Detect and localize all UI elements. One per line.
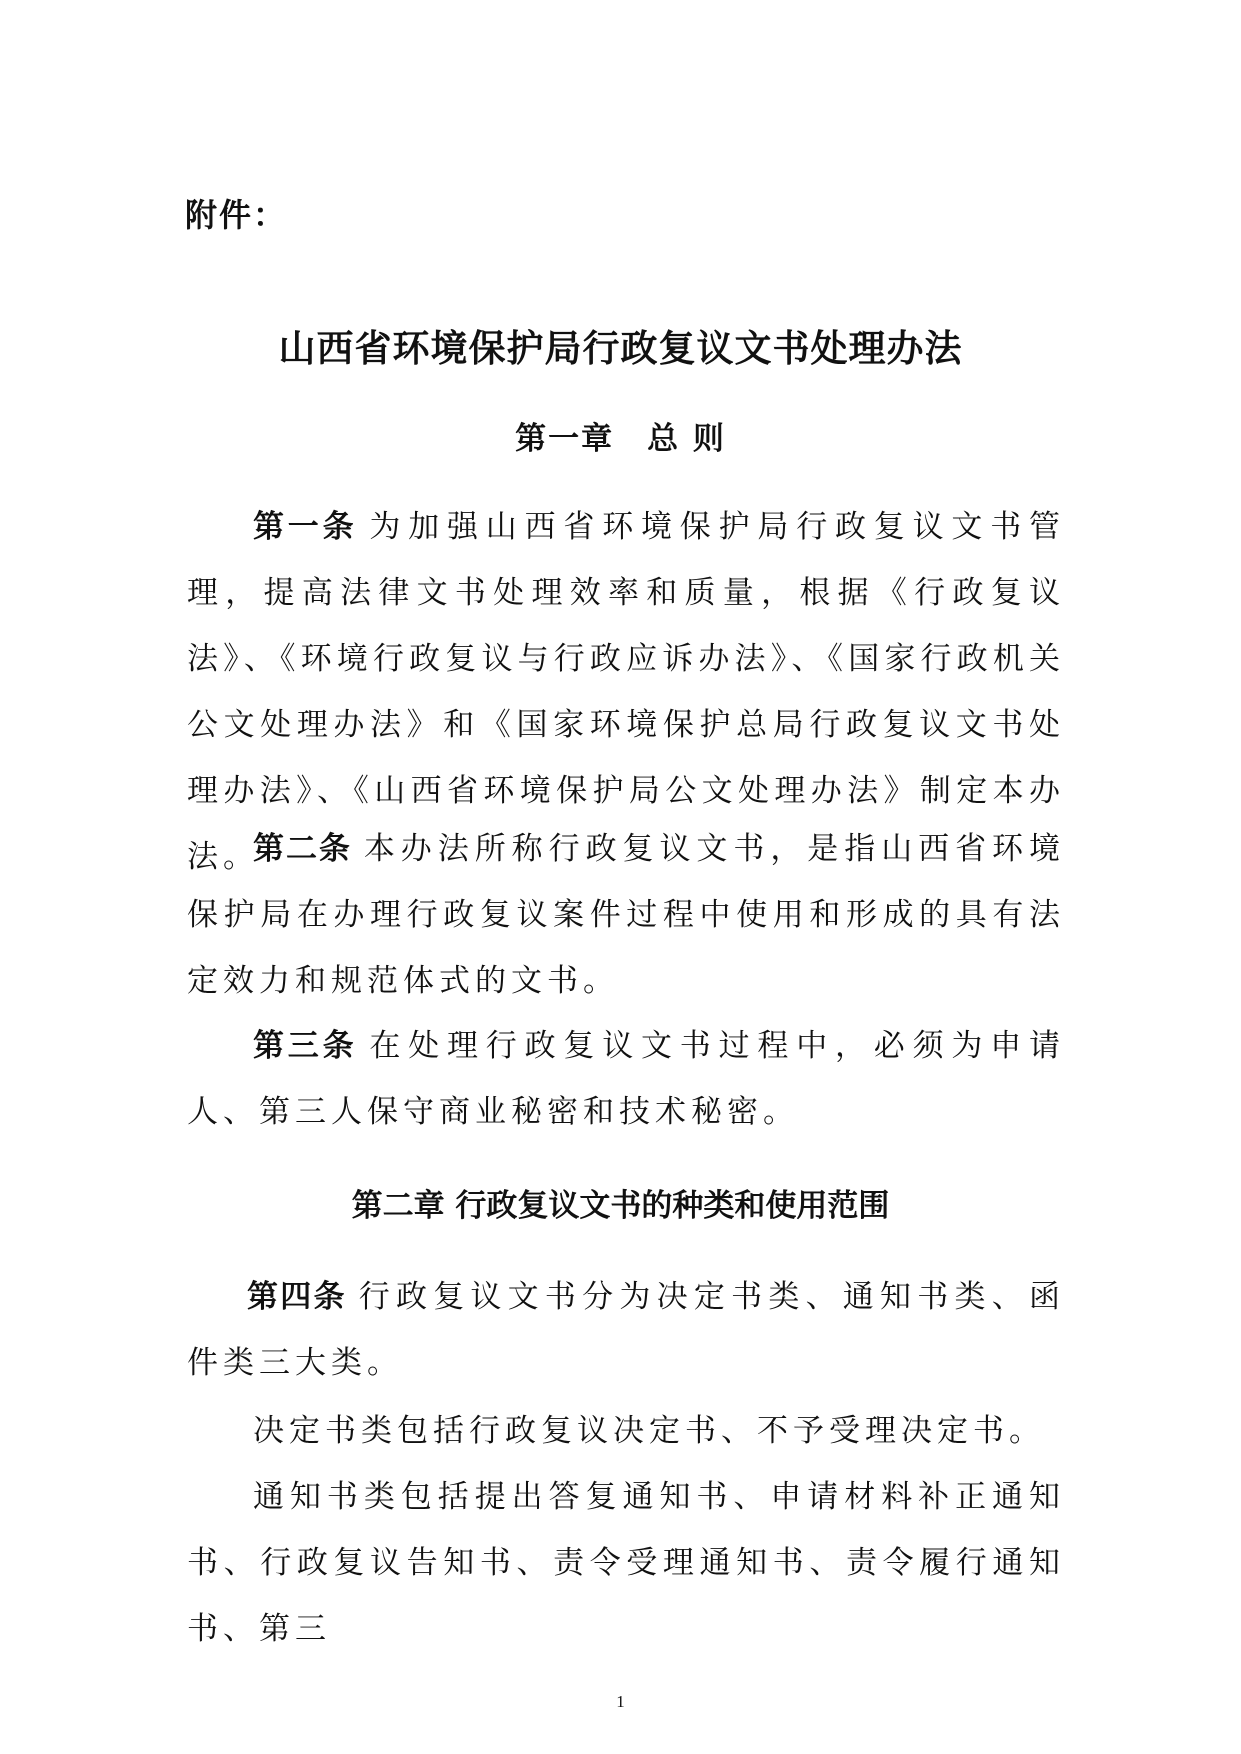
article-text: 行政复议文书分为决定书类、通知书类、函件类三大类。 xyxy=(187,1279,1066,1381)
paragraph-decision-types: 决定书类包括行政复议决定书、不予受理决定书。 xyxy=(253,1413,1045,1449)
article-text: 本办法所称行政复议文书，是指山西省环境保护局在办理行政复议案件过程中使用和形成的具有法定效力和规范体式的文书。 xyxy=(187,831,1066,999)
article-text: 在处理行政复议文书过程中，必须为申请人、第三人保守商业秘密和技术秘密。 xyxy=(187,1028,1066,1130)
paragraph-notice-types: 通知书类包括提出答复通知书、申请材料补正通知书、行政复议告知书、责令受理通知书、责令履行通知书、第三 xyxy=(187,1479,1065,1647)
article-text: 为加强山西省环境保护局行政复议文书管理，提高法律文书处理效率和质量，根据《行政复议法》、《环境行政复议与行政应诉办法》、《国家行政机关公文处理办法》和《国家环境保护总局行政复议文书处理办法》、《山西省环境保护局公文处理办法》制定本办法。 xyxy=(187,509,1066,875)
article-4 xyxy=(187,1264,1065,1396)
article-3 xyxy=(187,1013,1065,1145)
chapter-2-heading: 第二章 行政复议文书的种类和使用范围 xyxy=(351,1188,890,1224)
article-label: 第二条 xyxy=(253,831,352,867)
article-label: 第四条 xyxy=(247,1279,347,1315)
article-2 xyxy=(187,816,1065,1014)
page-number: 1 xyxy=(616,1692,625,1711)
chapter-1-heading: 第一章 总 则 xyxy=(515,421,726,457)
attachment-label: 附件： xyxy=(185,196,288,234)
document-title: 山西省环境保护局行政复议文书处理办法 xyxy=(278,327,963,370)
article-label: 第一条 xyxy=(253,509,358,545)
article-label: 第三条 xyxy=(253,1028,358,1064)
